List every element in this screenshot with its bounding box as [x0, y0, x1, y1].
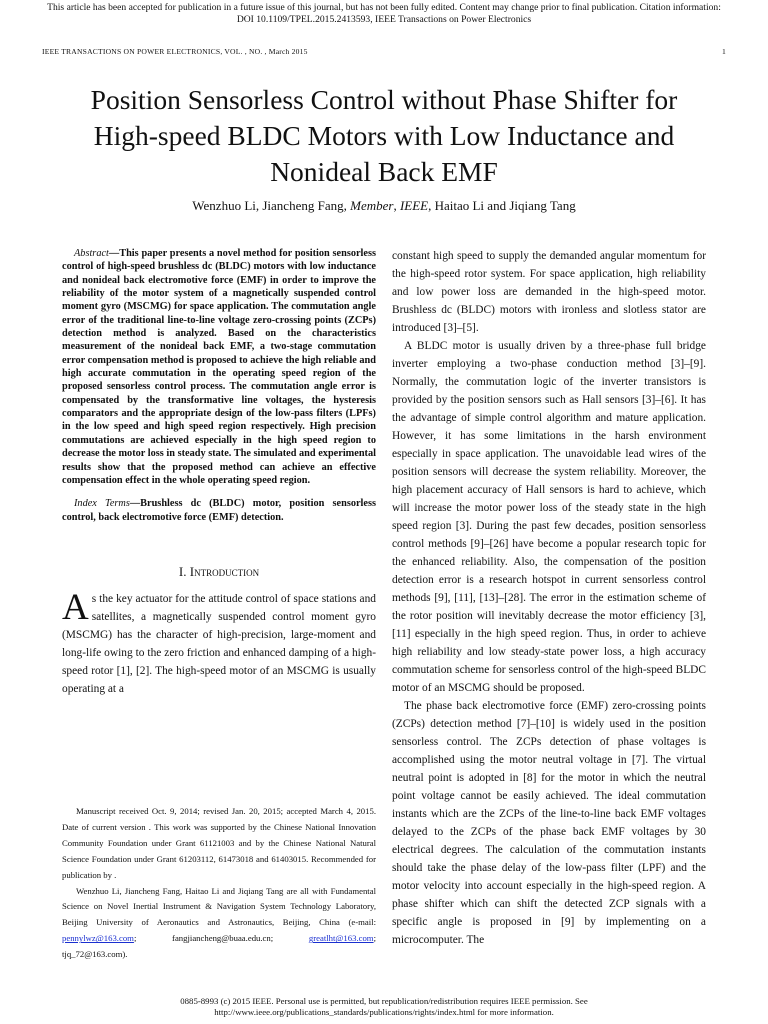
- title-line-2: High-speed BLDC Motors with Low Inductance and: [93, 120, 675, 151]
- paper-title: [30, 82, 738, 190]
- right-paragraph-3: The phase back electromotive force (EMF) zero-crossing points (ZCPs) detection method [7]–[10] is widely used in the position sensorless control. The ZCPs detection of phase voltages is accomplished using the motor neutral voltage in [7]. The virtual neutral point is adopted in [8] for the motor in which the neutral point voltage cannot be easily achieved. The ideal commutation instants which are the ZCPs of the line-to-line back EMF voltages delayed to the ZCPs of the phase back EMF voltages by 30 electrical degrees. The calculation of the commutation instants should take the phase delay of the low-pass filter (LPF) and the motor velocity into account especially in the high-speed region. A phase shifter which can shift the detected ZCP signals with a specific angle is proposed in [9] by implementing on a microcomputer. The: [392, 700, 706, 946]
- email-link-2[interactable]: greatlht@163.com: [308, 933, 374, 944]
- abstract-lead: Abstract: [74, 248, 109, 259]
- page-number: 1: [722, 47, 726, 56]
- footer-line-2[interactable]: http://www.ieee.org/publications_standards/publications/rights/index.html for more information.: [214, 1007, 554, 1017]
- footnote-manuscript: Manuscript received Oct. 9, 2014; revised Jan. 20, 2015; accepted March 4, 2015. Date of current version . This work was supported by the Chinese National Innovation Community Foundation under Grant 61121003 and by the Chinese National Natural Science Foundation under Grant 61203112, 61473018 and 61403015. Recommended for publication by .: [62, 806, 376, 880]
- drop-cap: A: [62, 586, 89, 628]
- abstract: [62, 247, 376, 487]
- notice-line-1: This article has been accepted for publication in a future issue of this journal, but has not been fully edited. Content may change prior to final publication. Citation information:: [47, 2, 721, 13]
- title-line-3: Nonideal Back EMF: [270, 156, 498, 187]
- author-ieee: IEEE: [399, 198, 429, 213]
- running-head: [42, 47, 726, 56]
- section-number: I.: [178, 563, 190, 579]
- left-column: [62, 247, 376, 698]
- notice-line-2: DOI 10.1109/TPEL.2015.2413593, IEEE Transactions on Power Electronics: [236, 14, 532, 25]
- abstract-text: —This paper presents a novel method for position sensorless control of high-speed brushless dc (BLDC) motors with low inductance and nonideal back electromotive force (EMF) in order to improve the reliability of the motor system of a magnetically suspended control moment gyro (MSCMG) for space application. The commutation angle error of the traditional line-to-line voltage zero-crossing points (ZCPs) detection method is analyzed. Based on the characteristics measurement of the nonideal back EMF, a two-stage commutation error compensation method is proposed to achieve the high reliable and high accurate commutation in the operating speed region of the proposed sensorless control process. The commutation angle error is compensated by the transformative line voltages, the hysteresis comparators and the appropriate design of the low-pass filters (LPFs) in the low speed and high speed region respectively. High precision commutations are achieved especially in the high speed region to decrease the motor loss in steady state. The simulated and experimental results show that the proposed method can achieve an effective compensation effect in the whole operating speed region.: [62, 248, 376, 486]
- index-terms: [62, 497, 376, 524]
- publication-notice: [0, 2, 768, 26]
- email-tail: ; tjq_72@163.com).: [62, 933, 376, 960]
- email-separator: ; fangjiancheng@buaa.edu.cn;: [133, 933, 309, 944]
- section-heading-introduction: [62, 564, 376, 580]
- author-member-grade: Member: [350, 198, 394, 213]
- title-line-1: Position Sensorless Control without Phase Shifter for: [90, 84, 678, 115]
- footnote-affiliation: [62, 884, 376, 964]
- right-paragraph-1: constant high speed to supply the demanded angular momentum for the high-speed rotor system. For space application, high reliability and low power loss are demanded in the high-speed motor. Brushless dc (BLDC) motors with ironless and slotless stator are introduced [3]–[5].: [392, 250, 706, 334]
- footnotes: [62, 804, 376, 963]
- author-list: [0, 198, 768, 214]
- right-paragraph-2: A BLDC motor is usually driven by a three-phase full bridge inverter employing a two-phase conduction method [3]–[9]. Normally, the commutation logic of the inverter transistors is provided by the position sensors such as Hall sensors [3]–[6]. It has the advantage of simple control algorithm and mature application. However, it has some limitations in the harsh environment especially in space application. The unavoidable lead wires of the position sensors will decrease the system reliability. Moreover, the high placement accuracy of Hall sensors is hard to achieve, which will increase the motor power loss of the steady state in the high speed region [3]. During the past few decades, position sensorless control methods [9]–[26] have become a popular research topic for the enhanced reliability. Also, the compensation of the position detection error is a research hotspot in current sensorless control methods [9], [11], [13]–[28]. The error in the estimation scheme of the rotor position will inevitably decrease the motor efficiency [3], [11] especially in the high speed region. Thus, in order to achieve high reliability and low steady-state power loss, a high accuracy commutation scheme for sensorless control of the high-speed BLDC motor of an MSCMG should be proposed.: [392, 340, 706, 694]
- index-terms-lead: Index Terms: [74, 498, 130, 510]
- right-column: [392, 247, 706, 949]
- section-title: Introduction: [189, 563, 260, 579]
- copyright-footer: [0, 996, 768, 1018]
- footer-line-1: 0885-8993 (c) 2015 IEEE. Personal use is permitted, but republication/redistribution requires IEEE permission. See: [180, 996, 588, 1006]
- authors-part-2: , Haitao Li and Jiqiang Tang: [428, 198, 576, 213]
- journal-name: IEEE TRANSACTIONS ON POWER ELECTRONICS, VOL. , NO. , March 2015: [42, 47, 308, 56]
- index-terms-text: —Brushless dc (BLDC) motor, position sensorless control, back electromotive force (EMF) detection.: [62, 498, 376, 523]
- email-link-1[interactable]: pennylwz@163.com: [62, 933, 134, 944]
- intro-paragraph-1-text: s the key actuator for the attitude control of space stations and satellites, a magnetically suspended control moment gyro (MSCMG) has the character of high-precision, large-moment and long-life owing to the zero friction and enhanced damping of a high-speed rotor [1], [2]. The high-speed motor of an MSCMG is usually operating at a: [62, 592, 376, 695]
- footnote-affiliation-text: Wenzhuo Li, Jiancheng Fang, Haitao Li and Jiqiang Tang are all with Fundamental Science on Novel Inertial Instrument & Navigation System Technology Laboratory, Beijing University of Aeronautics and Astronautics, Beijing, China (e-mail:: [62, 885, 376, 928]
- authors-part-1: Wenzhuo Li, Jiancheng Fang,: [192, 198, 351, 213]
- intro-paragraph-1: [62, 586, 376, 698]
- authors-separator: ,: [393, 198, 400, 213]
